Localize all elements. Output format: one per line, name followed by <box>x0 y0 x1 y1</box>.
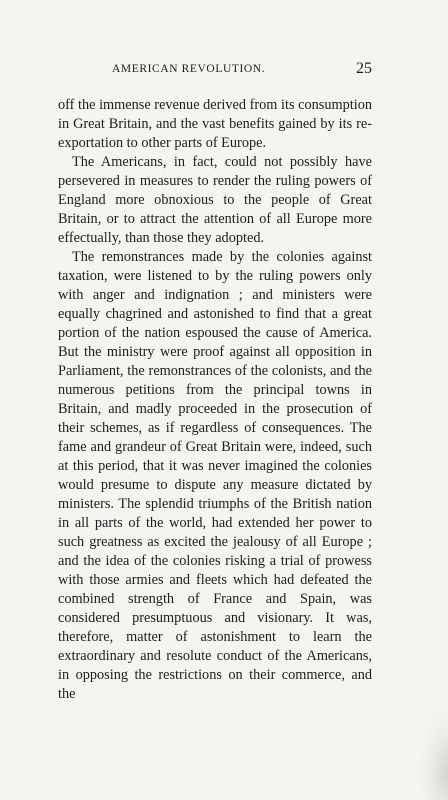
body-text <box>58 96 372 704</box>
paragraph-continuation: off the immense revenue derived from its consumption in Great Britain, and the vast benefits gained by its re-exportation to other parts of Europe. <box>58 97 372 151</box>
page-number: 25 <box>356 60 372 77</box>
page-edge-smudge <box>420 710 448 800</box>
paragraph: The remonstrances made by the colonies against taxation, were listened to by the ruling powers only with anger and indignation ; and ministers were equally chagrined and astonished to find that a great portion of the nation espoused the cause of America. But the ministry were proof against all opposition in Parliament, the remonstrances of the colonists, and the numerous petitions from the principal towns in Britain, and madly proceeded in the prosecution of their schemes, as if regardless of consequences. The fame and grandeur of Great Britain were, indeed, such at this period, that it was never imagined the colonies would presume to dispute any measure dictated by ministers. The splendid triumphs of the British nation in all parts of the world, had extended her power to such greatness as excited the jealousy of all Europe ; and the idea of the colonies risking a trial of prowess with those armies and fleets which had defeated the combined strength of France and Spain, was considered presumptuous and visionary. It was, therefore, matter of astonishment to learn the extraordinary and resolute conduct of the Americans, in opposing the restrictions on their commerce, and the <box>58 249 372 702</box>
paragraph: The Americans, in fact, could not possibly have persevered in measures to render the ruling powers of England more obnoxious to the people of Great Britain, or to attract the attention of all Europe more effectually, than those they adopted. <box>58 154 372 246</box>
page-header <box>112 60 372 81</box>
running-title: AMERICAN REVOLUTION. <box>112 63 266 75</box>
